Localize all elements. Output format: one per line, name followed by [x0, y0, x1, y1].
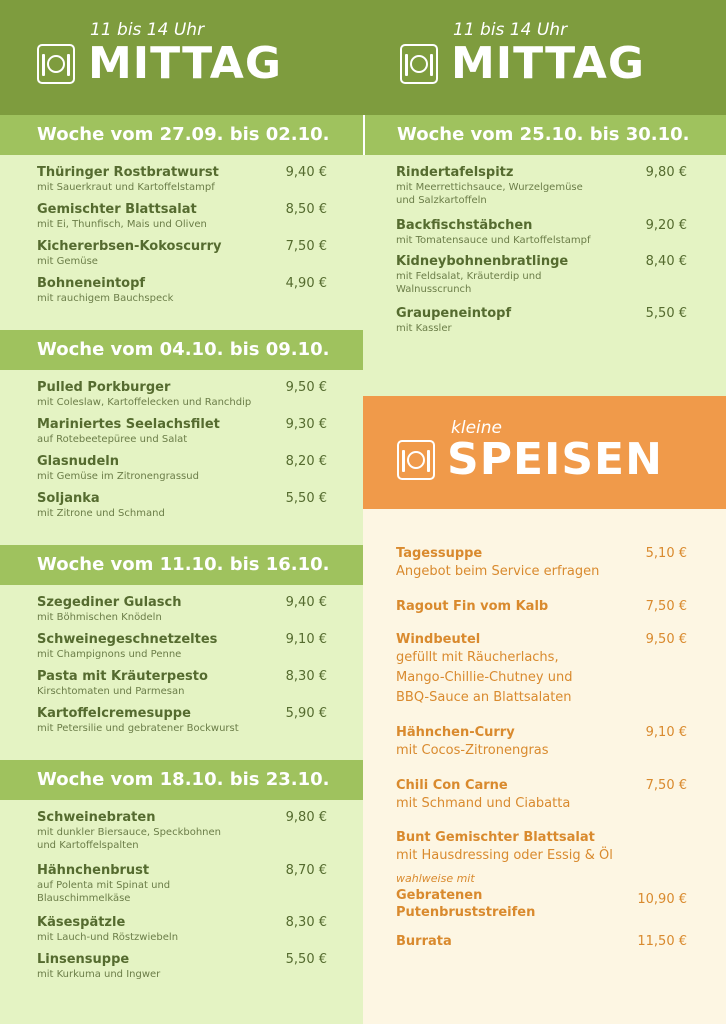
item-price: 9,30 €: [285, 417, 327, 432]
speisen-item: [396, 871, 687, 921]
header-mittag-left: [0, 0, 363, 115]
item-name: Kartoffelcremesuppe: [37, 706, 191, 721]
item-name: Käsespätzle: [37, 915, 126, 930]
item-desc: mit Tomatensauce und Kartoffelstampf: [396, 235, 591, 246]
menu-item: [37, 595, 327, 624]
menu-item: [37, 915, 327, 944]
item-price: 9,40 €: [285, 165, 327, 180]
item-price: 5,50 €: [645, 306, 687, 321]
menu-item: [37, 380, 327, 409]
menu-item: [37, 632, 327, 661]
item-desc: mit Lauch-und Röstzwiebeln: [37, 932, 179, 943]
speisen-item: [396, 598, 687, 615]
item-price: 8,70 €: [285, 863, 327, 878]
item-name: Schweinegeschnetzeltes: [37, 632, 218, 647]
item-name: Schweinebraten: [37, 810, 156, 825]
item-name: Kidneybohnenbratlinge: [396, 254, 569, 269]
item-name: Pasta mit Kräuterpesto: [37, 669, 208, 684]
plate-icon: [37, 44, 75, 84]
item-name: Backfischstäbchen: [396, 218, 533, 233]
item-desc: mit Kassler: [396, 323, 452, 334]
item-desc: mit Meerrettichsauce, Wurzelgemüse und Salzkartoffeln: [396, 182, 583, 206]
item-desc: mit dunkler Biersauce, Speckbohnen und Kartoffelspalten: [37, 827, 222, 851]
speisen-item: [396, 631, 687, 708]
menu-item: [37, 202, 327, 231]
week-bar: Woche vom 25.10. bis 30.10.: [363, 115, 726, 155]
item-price: 5,50 €: [285, 491, 327, 506]
item-desc: mit Petersilie und gebratener Bockwurst: [37, 723, 239, 734]
item-desc: mit Schmand und Ciabatta: [396, 796, 571, 811]
item-name: Kichererbsen-Kokoscurry: [37, 239, 222, 254]
item-price: 8,30 €: [285, 669, 327, 684]
header-title: MITTAG: [451, 38, 645, 89]
speisen-item: [396, 724, 687, 761]
menu-item: [37, 952, 327, 981]
item-desc: mit Champignons und Penne: [37, 649, 182, 660]
item-price: 9,80 €: [645, 165, 687, 180]
item-desc: mit Kurkuma und Ingwer: [37, 969, 161, 980]
item-price: 8,40 €: [645, 254, 687, 269]
item-name: Ragout Fin vom Kalb: [396, 599, 549, 614]
item-desc: auf Polenta mit Spinat und Blauschimmelkäse: [37, 880, 171, 904]
item-desc: mit Gemüse: [37, 256, 98, 267]
item-name: Thüringer Rostbratwurst: [37, 165, 219, 180]
item-desc: mit Sauerkraut und Kartoffelstampf: [37, 182, 215, 193]
item-price: 7,50 €: [285, 239, 327, 254]
week-bar: Woche vom 18.10. bis 23.10.: [0, 760, 363, 800]
menu-item: [37, 239, 327, 268]
item-price: 9,40 €: [285, 595, 327, 610]
item-name: Rindertafelspitz: [396, 165, 514, 180]
menu-item: [37, 491, 327, 520]
item-price: 9,20 €: [645, 218, 687, 233]
item-price: 9,50 €: [645, 632, 687, 647]
item-price: 11,50 €: [637, 934, 687, 949]
item-name: Hähnchenbrust: [37, 863, 150, 878]
speisen-item: [396, 545, 687, 582]
menu-item: [37, 276, 327, 305]
item-desc: mit Cocos-Zitronengras: [396, 743, 549, 758]
item-name: Bunt Gemischter Blattsalat: [396, 830, 595, 845]
item-name: Gebratenen Putenbruststreifen: [396, 888, 536, 920]
item-price: 8,50 €: [285, 202, 327, 217]
item-price: 5,10 €: [645, 546, 687, 561]
speisen-item: [396, 777, 687, 814]
menu-item: [37, 669, 327, 698]
item-price: 5,50 €: [285, 952, 327, 967]
item-price: 7,50 €: [645, 599, 687, 614]
header-subtitle: 11 bis 14 Uhr: [453, 20, 568, 40]
speisen-item: [396, 829, 687, 866]
item-name: Hähnchen-Curry: [396, 725, 515, 740]
speisen-subtitle: kleine: [451, 418, 502, 438]
item-desc: mit Ei, Thunfisch, Mais und Oliven: [37, 219, 207, 230]
item-name: Szegediner Gulasch: [37, 595, 182, 610]
item-name: Soljanka: [37, 491, 100, 506]
header-title: MITTAG: [88, 38, 282, 89]
item-desc: mit Coleslaw, Kartoffelecken und Ranchdip: [37, 397, 252, 408]
item-name: Chili Con Carne: [396, 778, 508, 793]
plate-icon: [397, 440, 435, 480]
item-price: 8,30 €: [285, 915, 327, 930]
item-desc: mit Zitrone und Schmand: [37, 508, 165, 519]
speisen-header: [363, 396, 726, 509]
plate-icon: [400, 44, 438, 84]
item-name: Pulled Porkburger: [37, 380, 171, 395]
item-desc: auf Rotebeetepüree und Salat: [37, 434, 188, 445]
item-price: 9,10 €: [285, 632, 327, 647]
item-price: 5,90 €: [285, 706, 327, 721]
speisen-item: [396, 933, 687, 950]
item-name: Gemischter Blattsalat: [37, 202, 197, 217]
item-desc: mit Hausdressing oder Essig & Öl: [396, 848, 613, 863]
item-price: 10,90 €: [637, 892, 687, 907]
menu-item: [37, 417, 327, 446]
item-price: 4,90 €: [285, 276, 327, 291]
header-mittag-right: [363, 0, 726, 115]
week-bar: Woche vom 27.09. bis 02.10.: [0, 115, 363, 155]
menu-item: [37, 165, 327, 194]
item-name: Linsensuppe: [37, 952, 130, 967]
item-name: Windbeutel: [396, 632, 481, 647]
menu-item: [396, 254, 687, 296]
menu-item: [37, 810, 327, 852]
item-name: Mariniertes Seelachsfilet: [37, 417, 220, 432]
item-name: Bohneneintopf: [37, 276, 146, 291]
item-price: 9,10 €: [645, 725, 687, 740]
menu-item: [37, 706, 327, 735]
item-desc: Kirschtomaten und Parmesan: [37, 686, 185, 697]
item-desc: mit Böhmischen Knödeln: [37, 612, 162, 623]
item-price: 9,50 €: [285, 380, 327, 395]
item-name: Tagessuppe: [396, 546, 483, 561]
item-desc: mit Feldsalat, Kräuterdip und Walnusscrunch: [396, 271, 542, 295]
item-name: Burrata: [396, 934, 452, 949]
item-price: 8,20 €: [285, 454, 327, 469]
menu-item: [396, 165, 687, 207]
item-desc: gefüllt mit Räucherlachs, Mango-Chillie-Chutney und BBQ-Sauce an Blattsalaten: [396, 650, 573, 705]
week-bar: Woche vom 11.10. bis 16.10.: [0, 545, 363, 585]
menu-item: [37, 863, 327, 905]
menu-item: [396, 306, 687, 335]
menu-item: [396, 218, 687, 247]
item-name: Graupeneintopf: [396, 306, 512, 321]
item-desc: mit Gemüse im Zitronengrassud: [37, 471, 199, 482]
menu-item: [37, 454, 327, 483]
header-subtitle: 11 bis 14 Uhr: [90, 20, 205, 40]
item-name: Glasnudeln: [37, 454, 119, 469]
item-price: 7,50 €: [645, 778, 687, 793]
column-divider: [363, 115, 365, 155]
item-price: 9,80 €: [285, 810, 327, 825]
item-desc: Angebot beim Service erfragen: [396, 564, 600, 579]
item-desc: mit rauchigem Bauchspeck: [37, 293, 174, 304]
speisen-title: SPEISEN: [447, 434, 663, 485]
week-bar: Woche vom 04.10. bis 09.10.: [0, 330, 363, 370]
item-option-note: wahlweise mit: [396, 872, 475, 885]
